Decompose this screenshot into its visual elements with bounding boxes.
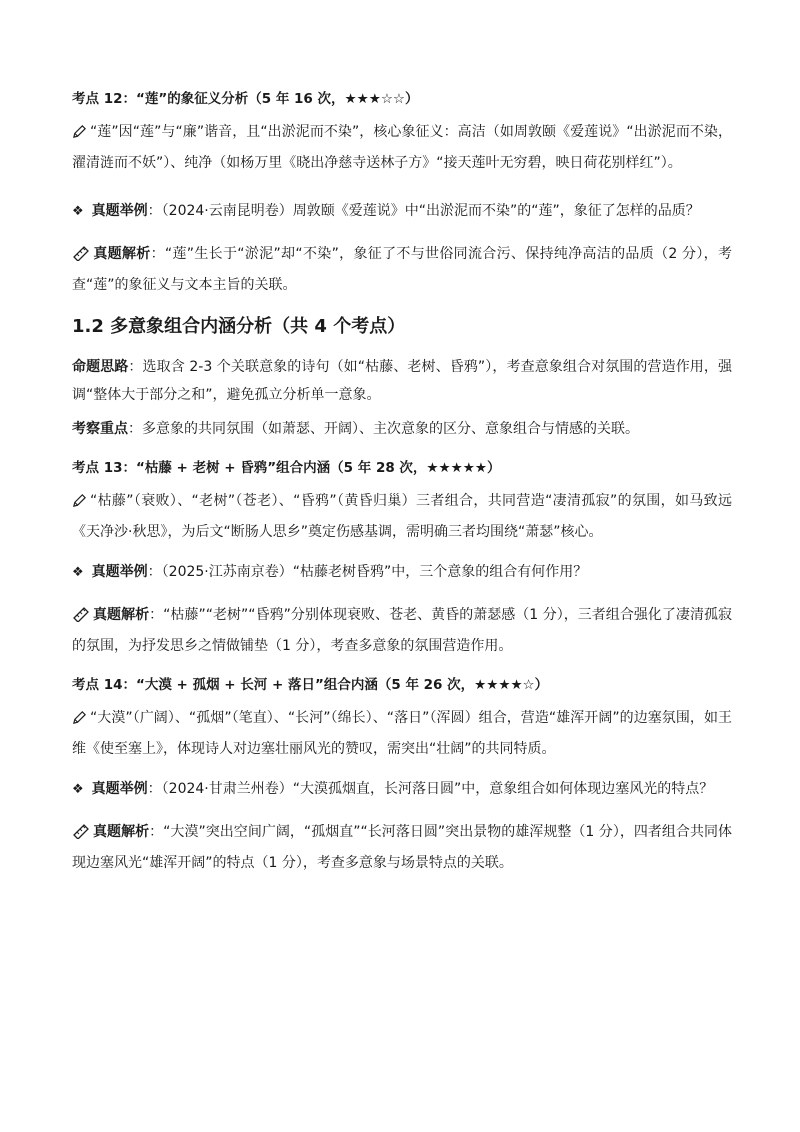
kaodian-12-example-text: ：（2024·云南昆明卷）周敦颐《爱莲说》中“出淤泥而不染”的“莲”，象征了怎样的品质？ [147,203,700,219]
kaodian-12-title: 考点 12：“莲”的象征义分析（5 年 16 次，★★★☆☆） [72,91,419,107]
example-label: 真题举例 [91,781,148,797]
ruler-pencil-icon [72,821,90,849]
kaodian-12-example [72,197,732,226]
kaodian-14-analysis [72,818,732,877]
kaodian-12-note-text: “莲”因“莲”与“廉”谐音，且“出淤泥而不染”，核心象征义：高洁（如周敦颐《爱莲说》“出淤泥而不染，濯清涟而不妖”）、纯净（如杨万里《晓出净慈寺送林子方》“接天莲叶无穷碧，映日荷花别样红”）。 [72,124,732,171]
kaodian-13-title: 考点 13：“枯藤 + 老树 + 昏鸦”组合内涵（5 年 28 次，★★★★★） [72,460,501,476]
pencil-icon [72,707,87,735]
kaodian-14-example [72,775,732,804]
diamond-bullet-icon: ❖ [72,565,84,580]
kaodian-13-example-text: ：（2025·江苏南京卷）“枯藤老树昏鸦”中，三个意象的组合有何作用？ [147,564,588,580]
diamond-bullet-icon: ❖ [72,782,84,797]
analysis-label: 真题解析 [93,824,150,840]
section-title: 1.2 多意象组合内涵分析（共 4 个考点） [72,316,406,337]
kaodian-13-note-text: “枯藤”（衰败）、“老树”（苍老）、“昏鸦”（黄昏归巢）三者组合，共同营造“凄清孤寂”的氛围，如马致远《天净沙·秋思》，为后文“断肠人思乡”奠定伤感基调，需明确三者均围绕“萧瑟”核心。 [72,493,732,540]
kaodian-14-analysis-text: ：“大漠”突出空间广阔，“孤烟直”“长河落日圆”突出景物的雄浑规整（1 分），四者组合共同体现边塞风光“雄浑开阔”的特点（1 分），考查多意象与场景特点的关联。 [72,824,733,871]
kaodian-14-title: 考点 14：“大漠 + 孤烟 + 长河 + 落日”组合内涵（5 年 26 次，★★★★☆） [72,677,549,693]
kaodian-14-note-text: “大漠”（广阔）、“孤烟”（笔直）、“长河”（绵长）、“落日”（浑圆）组合，营造“雄浑开阔”的边塞氛围，如王维《使至塞上》，体现诗人对边塞壮丽风光的赞叹，需突出“壮阔”的共同特质。 [72,710,732,757]
example-label: 真题举例 [91,203,148,219]
pencil-icon [72,490,87,518]
section-idea-text: ：选取含 2-3 个关联意象的诗句（如“枯藤、老树、昏鸦”），考查意象组合对氛围的营造作用，强调“整体大于部分之和”，避免孤立分析单一意象。 [72,359,732,403]
example-label: 真题举例 [91,564,148,580]
diamond-bullet-icon: ❖ [72,204,84,219]
section-idea [72,353,732,409]
kaodian-13-note [72,487,732,546]
document-page [72,88,732,891]
kaodian-13-example [72,558,732,587]
focus-label: 考察重点 [72,421,128,437]
kaodian-14-example-text: ：（2024·甘肃兰州卷）“大漠孤烟直，长河落日圆”中，意象组合如何体现边塞风光的特点？ [147,781,714,797]
section-focus-text: ：多意象的共同氛围（如萧瑟、开阔）、主次意象的区分、意象组合与情感的关联。 [128,421,639,437]
idea-label: 命题思路 [72,359,129,375]
kaodian-12-analysis-text: ：“莲”生长于“淤泥”却“不染”，象征了不与世俗同流合污、保持纯净高洁的品质（2 分），考查“莲”的象征义与文本主旨的关联。 [72,246,733,293]
kaodian-14-note [72,704,732,763]
pencil-icon [72,121,87,149]
analysis-label: 真题解析 [93,246,151,262]
ruler-pencil-icon [72,604,90,632]
section-focus [72,415,732,443]
kaodian-13-analysis-text: ：“枯藤”“老树”“昏鸦”分别体现衰败、苍老、黄昏的萧瑟感（1 分），三者组合强化了凄清孤寂的氛围，为抒发思乡之情做铺垫（1 分），考查多意象的氛围营造作用。 [72,607,733,654]
ruler-pencil-icon [72,243,90,271]
analysis-label: 真题解析 [93,607,150,623]
kaodian-13-analysis [72,601,732,660]
kaodian-12-analysis [72,240,732,299]
kaodian-12-note [72,118,732,177]
